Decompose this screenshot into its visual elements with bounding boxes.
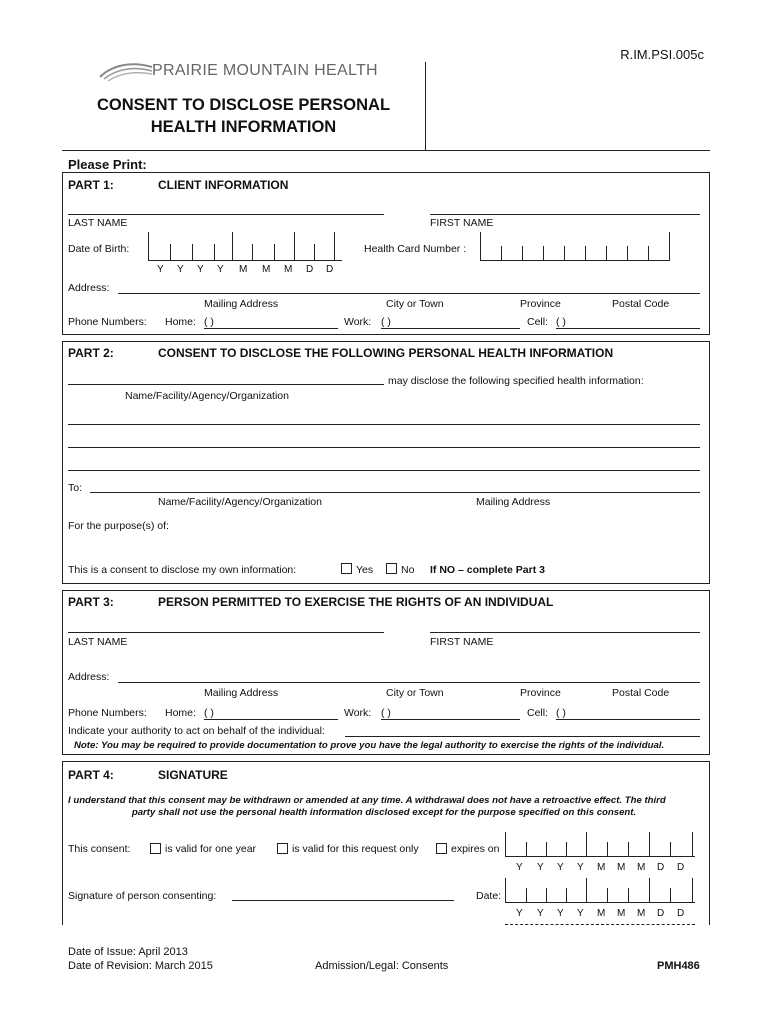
- this-request-label: is valid for this request only: [292, 843, 419, 855]
- expires-label: expires on: [451, 843, 500, 855]
- if-no-instruction: If NO – complete Part 3: [430, 564, 545, 576]
- part3-heading: PERSON PERMITTED TO EXERCISE THE RIGHTS OF AN INDIVIDUAL: [158, 595, 554, 609]
- agent-home-area: ( ): [204, 707, 214, 719]
- discloser-name-field[interactable]: [68, 384, 384, 385]
- recipient-name-caption: Name/Facility/Agency/Organization: [158, 496, 322, 508]
- part4-bottom-edge: [505, 924, 695, 925]
- no-label: No: [401, 564, 415, 576]
- part4-heading: SIGNATURE: [158, 768, 228, 782]
- agent-postal-label: Postal Code: [612, 687, 670, 699]
- client-cell-area: ( ): [556, 316, 566, 328]
- agent-work-area: ( ): [381, 707, 391, 719]
- authority-note: Note: You may be required to provide documentation to prove you have the legal authority to exercise the rights of the individual.: [74, 740, 665, 751]
- agent-work-phone-field[interactable]: [381, 719, 520, 720]
- agent-first-name-label: FIRST NAME: [430, 636, 494, 648]
- header-divider: [425, 62, 426, 150]
- client-work-label: Work:: [344, 316, 372, 328]
- date-label: Date:: [476, 890, 502, 902]
- header-rule: [62, 150, 710, 151]
- recipient-field[interactable]: [90, 492, 700, 493]
- please-print: Please Print:: [68, 157, 147, 172]
- client-last-name-label: LAST NAME: [68, 217, 128, 229]
- yes-label: Yes: [356, 564, 374, 576]
- statement-line-2: party shall not use the personal health information disclosed except for the purpose specified on this consent.: [131, 807, 637, 818]
- client-last-name-field[interactable]: [68, 214, 384, 215]
- agent-cell-label: Cell:: [527, 707, 549, 719]
- to-label: To:: [68, 482, 83, 494]
- agent-first-name-field[interactable]: [430, 632, 700, 633]
- agent-city-label: City or Town: [386, 687, 444, 699]
- own-info-label: This is a consent to disclose my own information:: [68, 564, 297, 576]
- client-cell-label: Cell:: [527, 316, 549, 328]
- expiry-date-field[interactable]: [505, 832, 695, 858]
- client-work-phone-field[interactable]: [381, 328, 520, 329]
- part3-label: PART 3:: [68, 595, 114, 609]
- client-home-area: ( ): [204, 316, 214, 328]
- health-card-label: Health Card Number :: [364, 243, 467, 255]
- client-address-label: Address:: [68, 282, 110, 294]
- date-of-issue: Date of Issue: April 2013: [68, 946, 188, 958]
- authority-field[interactable]: [345, 736, 700, 737]
- discloser-name-caption: Name/Facility/Agency/Organization: [125, 390, 289, 402]
- one-year-checkbox[interactable]: [150, 843, 161, 854]
- part2-label: PART 2:: [68, 346, 114, 360]
- statement-line-1: I understand that this consent may be withdrawn or amended at any time. A withdrawal does not have a retroactive effect. The third: [68, 795, 666, 806]
- agent-phone-label: Phone Numbers:: [68, 707, 147, 719]
- logo-swoosh-icon: [98, 59, 154, 83]
- dob-label: Date of Birth:: [68, 243, 130, 255]
- client-phone-label: Phone Numbers:: [68, 316, 147, 328]
- title-line-2: HEALTH INFORMATION: [150, 118, 337, 136]
- dob-field[interactable]: [148, 232, 342, 262]
- agent-cell-area: ( ): [556, 707, 566, 719]
- agent-home-label: Home:: [165, 707, 196, 719]
- client-home-label: Home:: [165, 316, 196, 328]
- client-work-area: ( ): [381, 316, 391, 328]
- this-consent-label: This consent:: [68, 843, 131, 855]
- authority-label: Indicate your authority to act on behalf of the individual:: [68, 725, 325, 737]
- may-disclose-text: may disclose the following specified health information:: [388, 375, 644, 387]
- client-cell-phone-field[interactable]: [556, 328, 700, 329]
- this-request-checkbox[interactable]: [277, 843, 288, 854]
- client-first-name-label: FIRST NAME: [430, 217, 494, 229]
- agent-last-name-field[interactable]: [68, 632, 384, 633]
- health-info-line-1[interactable]: [68, 424, 700, 425]
- agent-mailing-address-label: Mailing Address: [204, 687, 279, 699]
- agent-home-phone-field[interactable]: [204, 719, 338, 720]
- client-mailing-address-label: Mailing Address: [204, 298, 279, 310]
- part1-heading: CLIENT INFORMATION: [158, 178, 289, 192]
- client-first-name-field[interactable]: [430, 214, 700, 215]
- signature-label: Signature of person consenting:: [68, 890, 217, 902]
- signature-field[interactable]: [232, 900, 454, 901]
- title-line-1: CONSENT TO DISCLOSE PERSONAL: [96, 96, 391, 114]
- footer-form-code: PMH486: [657, 960, 700, 972]
- form-code: R.IM.PSI.005c: [620, 47, 704, 62]
- part4-label: PART 4:: [68, 768, 114, 782]
- one-year-label: is valid for one year: [165, 843, 257, 855]
- health-info-line-2[interactable]: [68, 447, 700, 448]
- client-home-phone-field[interactable]: [204, 328, 338, 329]
- expires-checkbox[interactable]: [436, 843, 447, 854]
- agent-province-label: Province: [520, 687, 561, 699]
- agent-address-field[interactable]: [118, 682, 700, 683]
- agent-address-label: Address:: [68, 671, 110, 683]
- no-checkbox[interactable]: [386, 563, 397, 574]
- purpose-label: For the purpose(s) of:: [68, 520, 169, 532]
- purpose-field[interactable]: [180, 532, 700, 533]
- org-name: PRAIRIE MOUNTAIN HEALTH: [152, 62, 378, 79]
- yes-checkbox[interactable]: [341, 563, 352, 574]
- recipient-address-caption: Mailing Address: [476, 496, 551, 508]
- client-address-field[interactable]: [118, 293, 700, 294]
- part2-heading: CONSENT TO DISCLOSE THE FOLLOWING PERSONAL HEALTH INFORMATION: [158, 346, 614, 360]
- signature-date-field[interactable]: [505, 878, 695, 904]
- health-info-line-3[interactable]: [68, 470, 700, 471]
- footer-category: Admission/Legal: Consents: [315, 960, 449, 972]
- agent-last-name-label: LAST NAME: [68, 636, 128, 648]
- part1-label: PART 1:: [68, 178, 114, 192]
- client-city-label: City or Town: [386, 298, 444, 310]
- client-postal-label: Postal Code: [612, 298, 670, 310]
- health-card-field[interactable]: [480, 232, 670, 262]
- agent-cell-phone-field[interactable]: [556, 719, 700, 720]
- date-of-revision: Date of Revision: March 2015: [68, 960, 213, 972]
- agent-work-label: Work:: [344, 707, 372, 719]
- client-province-label: Province: [520, 298, 561, 310]
